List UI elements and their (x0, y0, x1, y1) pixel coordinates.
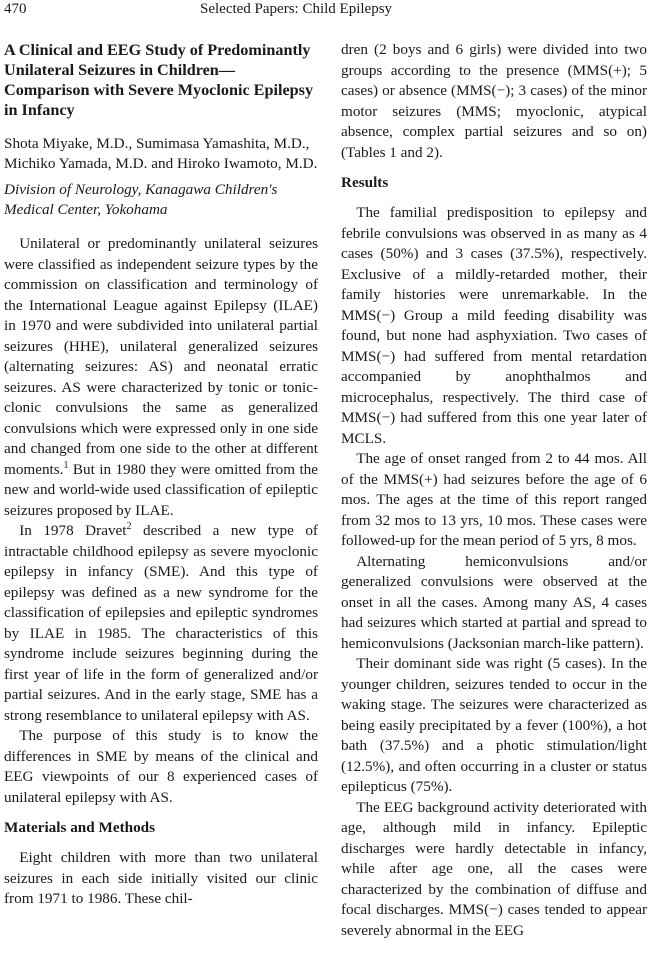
intro-p1-text-b: But in 1980 they were omitted from the new and world-wide used classification of epileptic seizures proposed by ILAE. (4, 460, 318, 519)
results-paragraph-4: Their dominant side was right (5 cases). In the younger children, seizures tended to occur in the waking stage. The seizures were characterized as being easily precipitated by a fever (100%), a hot bath (37.5%) and a photic stimulation/light (12.5%), and often occurring in a cluster or status epilepticus (75%). (341, 655, 647, 795)
results-paragraph-3: Alternating hemiconvulsions and/or generalized convulsions were observed at the onset in all the cases. Among many AS, 4 cases had seizures which started at partial and spread to hemiconvulsions (Jacksonian march-like pattern). (341, 552, 647, 652)
article-title: A Clinical and EEG Study of Predominantly Unilateral Seizures in Children—Comparison with Severe Myoclonic Epilepsy in Infancy (4, 41, 314, 119)
authors: Shota Miyake, M.D., Sumimasa Yamashita, M.D., Michiko Yamada, M.D. and Hiroko Iwamoto, M.D. (4, 135, 318, 172)
left-column (4, 40, 318, 910)
methods-paragraph-start: Eight children with more than two unilateral seizures in each side initially visited our clinic from 1971 to 1986. These chil- (4, 849, 318, 907)
affiliation: Division of Neurology, Kanagawa Children's Medical Center, Yokohama (4, 181, 278, 218)
intro-paragraph-3: The purpose of this study is to know the differences in SME by means of the clinical and EEG viewpoints of our 8 experienced cases of unilateral epilepsy with AS. (4, 727, 318, 806)
results-paragraph-5: The EEG background activity deteriorated with age, although mild in infancy. Epileptic discharges were hardly detectable in infancy, while after age one, all the cases were characterized by the combination of diffuse and focal discharges. MMS(−) cases tended to appear severely abnormal in the EEG (341, 798, 647, 939)
methods-paragraph-continued: dren (2 boys and 6 girls) were divided into two groups according to the presence (MMS(+); 5 cases) or absence (MMS(−); 3 cases) of the minor motor seizures (MMS; myoclonic, atypical absence, complex partial seizures and so on) (Tables 1 and 2). (341, 41, 647, 161)
citation-1: 1 (63, 459, 69, 471)
methods-heading: Materials and Methods (4, 819, 156, 836)
results-paragraph-1: The familial predisposition to epilepsy and febrile convulsions was observed in as many as 4 cases (50%) and 3 cases (37.5%), respectively. Exclusive of a mildly-retarded mother, their family histories were unremarkable. In the MMS(−) Group a mild feeding disability was found, but none had asphyxiation. Two cases of MMS(−) had suffered from mental retardation accompanied by anophthalmos and microcephalus, respectively. The third case of MMS(−) had suffered from this one year later of MCLS. (341, 204, 647, 447)
intro-paragraph-1 (4, 234, 318, 521)
intro-p2-text-b: described a new type of intractable childhood epilepsy as severe myoclonic epilepsy in infancy (SME). And this type of epilepsy was defined as a new syndrome for the classification of epilepsies and epileptic syndromes by ILAE in 1985. The characteristics of this syndrome include seizures beginning during the first year of life in the form of generalized and/or partial seizures. And in the early stage, SME has a strong resemblance to unilateral epilepsy with AS. (4, 522, 318, 724)
intro-p2-text-a: In 1978 Dravet (19, 522, 127, 539)
page-number: 470 (4, 1, 27, 17)
citation-2: 2 (126, 520, 132, 532)
right-column (341, 40, 647, 941)
intro-p1-text-a: Unilateral or predominantly unilateral seizures were classified as independent seizure types by the commission on classification and terminology of the International League against Epilepsy (ILAE) in 1970 and were subdivided into unilateral partial seizures (HHE), unilateral generalized seizures (alternating seizures: AS) and neonatal erratic seizures. AS were characterized by tonic or tonic-clonic convulsions the same as generalized convulsions which were expressed only in one side and changed from one side to the other at different moments. (4, 235, 318, 478)
intro-paragraph-2 (4, 521, 318, 726)
running-head: Selected Papers: Child Epilepsy (200, 1, 393, 17)
results-paragraph-2: The age of onset ranged from 2 to 44 mos. All of the MMS(+) had seizures before the age of 6 mos. The ages at the time of this report ranged from 32 mos to 13 yrs, 10 mos. These cases were followed-up for the mean period of 5 yrs, 8 mos. (341, 450, 647, 549)
results-heading: Results (341, 174, 389, 191)
